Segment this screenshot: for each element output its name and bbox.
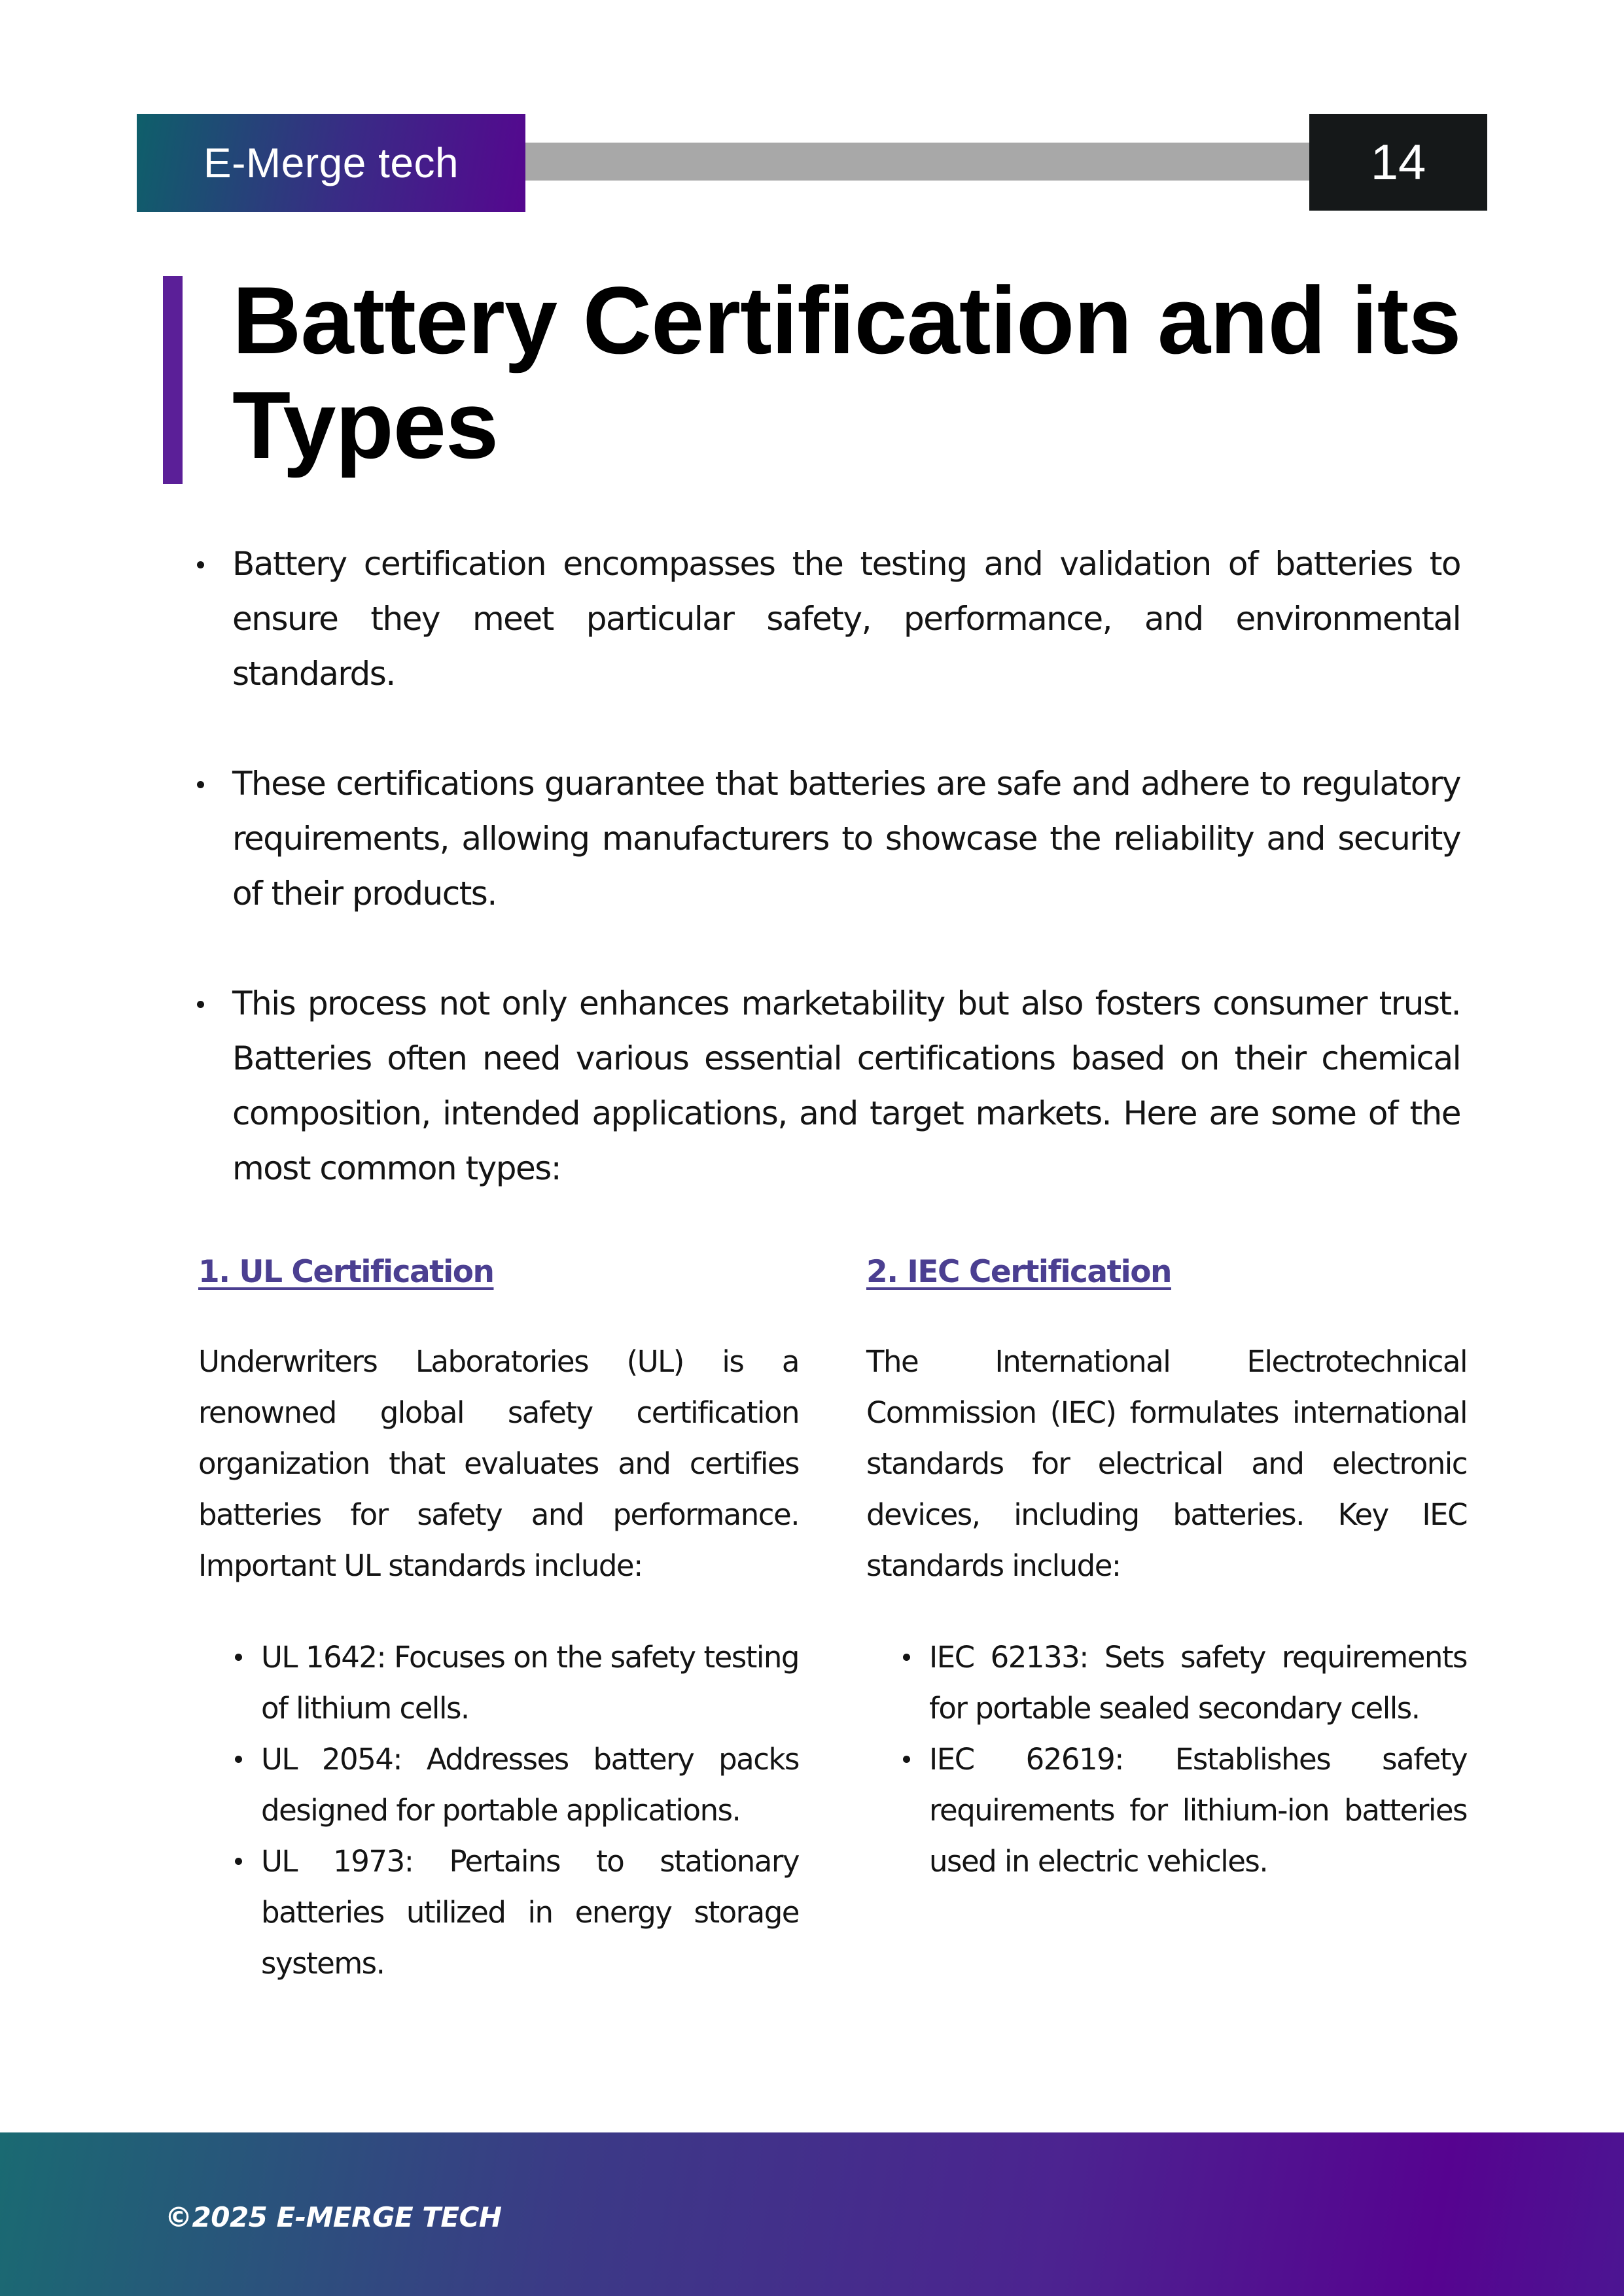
iec-standards-list: [866, 1632, 1467, 1887]
ul-certification-intro: Underwriters Laboratories (UL) is a renowned global safety certification organization that evaluates and certifies batteries for safety and performance. Important UL standards include:: [198, 1344, 799, 1583]
page-number: 14: [1370, 134, 1426, 190]
ul-certification-heading: 1. UL Certification: [198, 1254, 494, 1290]
ul-certification-section: [198, 1246, 799, 1989]
header-rule: [525, 143, 1311, 181]
iec-certification-intro: The International Electrotechnical Commission (IEC) formulates international standards for electrical and electronic devices, including batteries. Key IEC standards include:: [866, 1344, 1467, 1583]
intro-bullet-list: [190, 536, 1460, 1251]
intro-bullet: This process not only enhances marketability but also fosters consumer trust. Batteries often need various essential certifications based on their chemical composition, intended applications, and target markets. Here are some of the most common types:: [190, 976, 1460, 1196]
ul-standard-item: UL 2054: Addresses battery packs designed for portable applications.: [198, 1734, 799, 1836]
title-accent-bar: [163, 276, 183, 484]
page-number-box: [1309, 114, 1487, 211]
page-title: Battery Certification and its Types: [232, 267, 1461, 478]
brand-name: E-Merge tech: [203, 139, 459, 186]
iec-certification-heading: 2. IEC Certification: [866, 1254, 1171, 1290]
intro-bullet: These certifications guarantee that batteries are safe and adhere to regulatory requirements, allowing manufacturers to showcase the reliability and security of their products.: [190, 756, 1460, 921]
brand-tab: [137, 114, 525, 212]
ul-standards-list: [198, 1632, 799, 1989]
footer-copyright: ©2025 E-MERGE TECH: [165, 2201, 502, 2233]
iec-certification-section: [866, 1246, 1467, 1887]
intro-bullet: Battery certification encompasses the testing and validation of batteries to ensure they meet particular safety, performance, and environmental standards.: [190, 536, 1460, 701]
iec-standard-item: IEC 62133: Sets safety requirements for portable sealed secondary cells.: [866, 1632, 1467, 1734]
iec-standard-item: IEC 62619: Establishes safety requirements for lithium-ion batteries used in electric vehicles.: [866, 1734, 1467, 1887]
ul-standard-item: UL 1973: Pertains to stationary batteries utilized in energy storage systems.: [198, 1836, 799, 1989]
ul-standard-item: UL 1642: Focuses on the safety testing of lithium cells.: [198, 1632, 799, 1734]
